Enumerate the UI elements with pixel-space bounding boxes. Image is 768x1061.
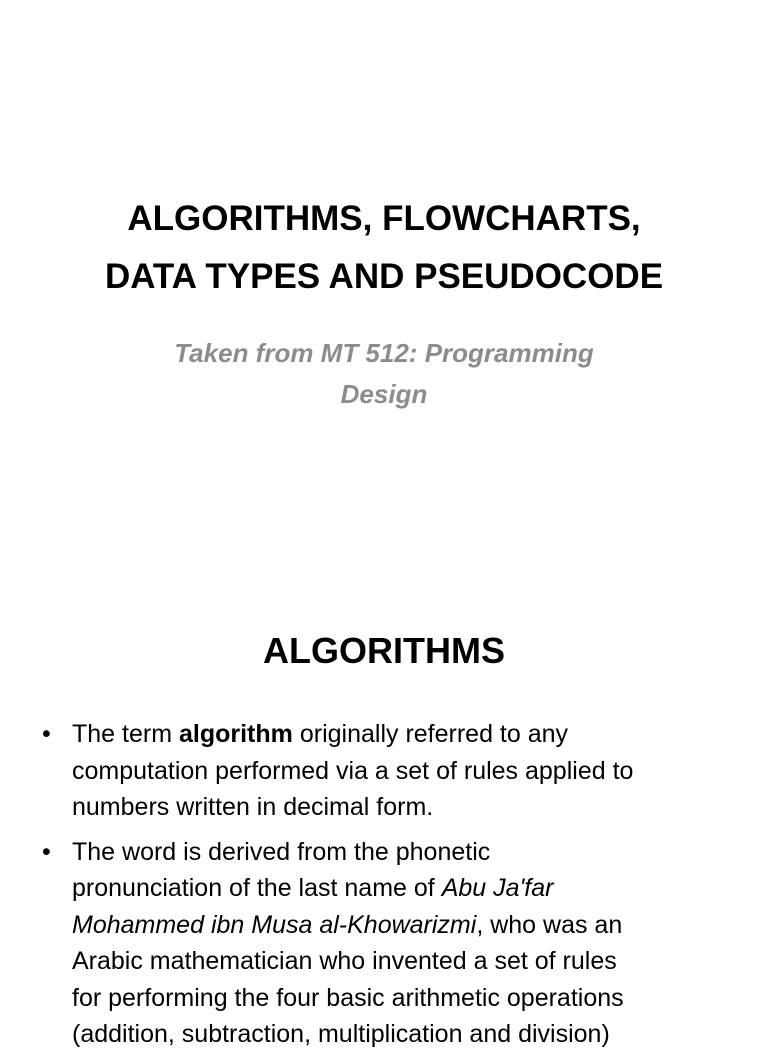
bullet-line xyxy=(72,870,742,907)
bullet-icon: • xyxy=(42,837,51,866)
text-run: originally referred to any xyxy=(292,720,569,748)
text-run-bold: algorithm xyxy=(178,720,293,748)
slide-title-line-1: ALGORITHMS, FLOWCHARTS, xyxy=(127,199,641,238)
list-item xyxy=(42,834,742,1053)
bullet-line: The word is derived from the phonetic xyxy=(72,837,491,866)
section-heading: ALGORITHMS xyxy=(263,630,505,671)
slide-title xyxy=(40,190,728,306)
bullet-line xyxy=(72,716,742,753)
bullet-icon: • xyxy=(42,720,51,748)
text-run-italic: Mohammed ibn Musa al-Khowarizmi xyxy=(72,910,477,939)
bullet-text xyxy=(72,716,742,826)
text-run: The term xyxy=(72,720,179,748)
slide-subtitle-line-2: Design xyxy=(340,379,428,409)
slide-subtitle xyxy=(100,333,668,415)
bullet-list xyxy=(42,716,742,1061)
bullet-line: numbers written in decimal form. xyxy=(72,793,434,821)
bullet-line: (addition, subtraction, multiplication and division) xyxy=(72,1020,610,1048)
bullet-line: Arabic mathematician who invented a set of rules xyxy=(72,947,617,975)
slide-subtitle-line-1: Taken from MT 512: Programming xyxy=(174,338,594,368)
content-slide xyxy=(0,576,768,1048)
text-run-italic: Abu Ja'far xyxy=(441,874,554,902)
text-run: pronunciation of the last name of xyxy=(72,874,442,902)
text-run: , who was an xyxy=(476,910,623,939)
bullet-text xyxy=(72,834,742,1053)
slide-title-line-2: DATA TYPES AND PSEUDOCODE xyxy=(104,257,664,296)
bullet-line: for performing the four basic arithmetic operations xyxy=(72,983,624,1012)
bullet-line xyxy=(72,907,742,944)
bullet-line: computation performed via a set of rules applied to xyxy=(72,756,634,785)
list-item xyxy=(42,716,742,826)
